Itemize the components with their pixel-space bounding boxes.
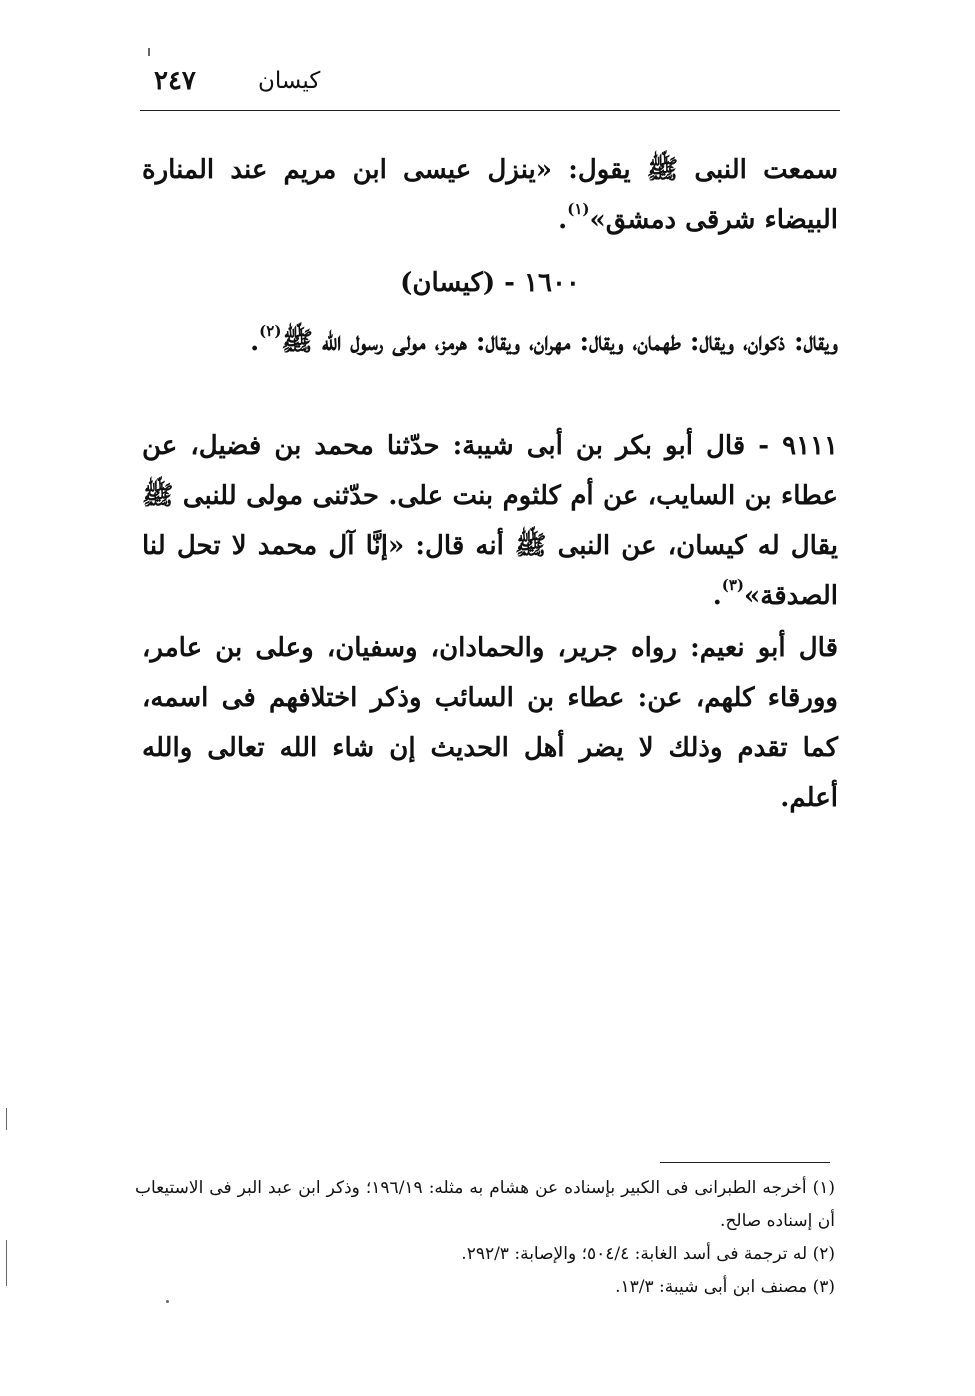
hadith-paragraph xyxy=(142,422,838,622)
hadith-number: ٩١١١ xyxy=(782,431,838,461)
scan-speck xyxy=(148,48,150,56)
footnote-ref-3[interactable]: (٣) xyxy=(721,575,745,594)
footnote-ref-2[interactable]: (٢) xyxy=(259,322,282,340)
commentary-text: قال أبو نعيم: رواه جرير، والحمادان، وسفيان، وعلى بن عامر، وورقاء كلهم، عن: عطاء بن السائب وذكر اختلافهم فى اسمه، كما تقدم وذلك لا يضر أهل الحديث إن شاء الله تعالى والله أعلم. xyxy=(142,633,838,813)
running-head: كيسان xyxy=(258,68,321,94)
continuation-paragraph xyxy=(142,146,838,246)
hadith-end: . xyxy=(712,580,722,611)
header-rule xyxy=(140,110,840,111)
page-number: ٢٤٧ xyxy=(154,66,196,96)
footnote-ref-1[interactable]: (١) xyxy=(567,199,590,218)
scan-edge-mark xyxy=(6,1108,7,1130)
scan-speck xyxy=(166,1300,169,1303)
commentary-paragraph xyxy=(142,624,838,824)
continuation-text: سمعت النبى ﷺ يقول: «ينزل عيسى ابن مريم عند المنارة البيضاء شرقى دمشق» xyxy=(142,155,838,235)
footnote-2: (٢) له ترجمة فى أسد الغابة: ٥٠٤/٤؛ والإصابة: ٢٩٢/٣. xyxy=(461,1244,835,1265)
footnote-1: (١) أخرجه الطبرانى فى الكبير بإسناده عن هشام به مثله: ١٩٦/١٩؛ وذكر ابن عبد البر فى الاستيعاب أن إسناده صالح. xyxy=(135,1178,836,1232)
aliases-paragraph xyxy=(142,318,838,368)
footnotes xyxy=(135,1172,835,1305)
hadith-text: - قال أبو بكر بن أبى شيبة: حدّثنا محمد بن فضيل، عن عطاء بن السايب، عن أم كلثوم بنت على. حدّثنى مولى للنبى ﷺ يقال له كيسان، عن النبى ﷺ أنه قال: «إنَّا آل محمد لا تحل لنا الصدقة» xyxy=(142,431,838,611)
aliases-end: . xyxy=(250,327,260,357)
page-header xyxy=(140,64,840,100)
footnote-rule xyxy=(660,1162,830,1163)
entry-heading: ١٦٠٠ - (كيسان) xyxy=(400,268,580,298)
footnote-3: (٣) مصنف ابن أبى شيبة: ١٣/٣. xyxy=(615,1277,835,1298)
aliases-text: ويقال: ذكوان، ويقال: طهمان، ويقال: مهران، ويقال: هرمز، مولى رسول الله ﷺ xyxy=(281,327,838,357)
scan-edge-mark xyxy=(6,1240,7,1286)
continuation-end: . xyxy=(558,204,568,235)
